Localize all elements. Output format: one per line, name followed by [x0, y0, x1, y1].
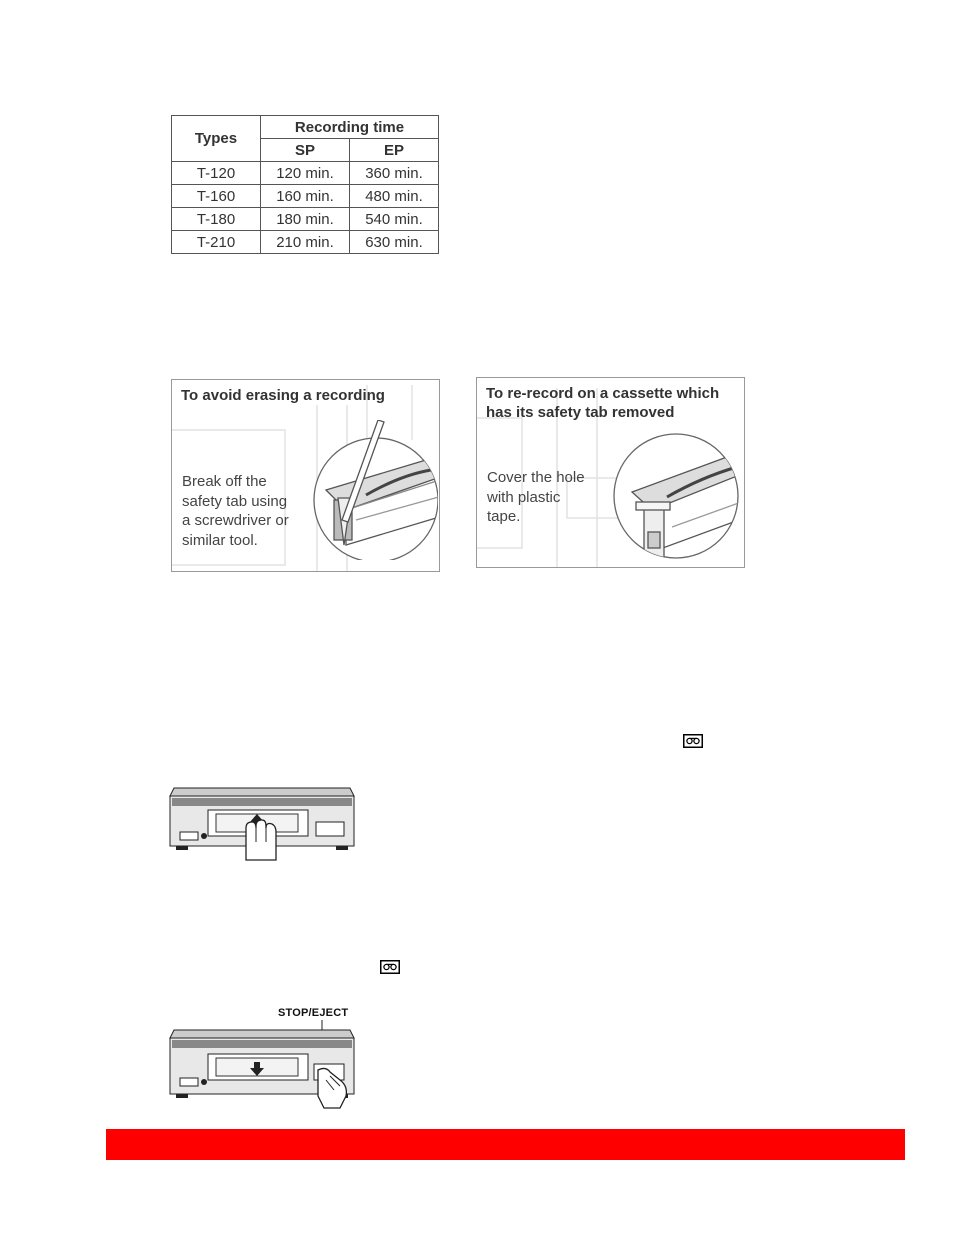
panel-title — [486, 384, 719, 422]
covered-hole-illustration — [612, 432, 740, 562]
vcr-eject-illustration — [168, 1020, 358, 1110]
cell-ep: 540 min. — [350, 208, 439, 231]
footer-color-bar — [106, 1129, 905, 1160]
title-line: To re-record on a cassette which — [486, 385, 720, 402]
cell-sp: 120 min. — [261, 162, 350, 185]
instruction-line: tape. — [487, 508, 521, 525]
cell-ep: 360 min. — [350, 162, 439, 185]
table-row — [172, 185, 439, 208]
re-record-panel — [476, 377, 745, 568]
panel-instructions — [182, 472, 289, 550]
instruction-line: with plastic — [487, 488, 561, 506]
cassette-icon — [380, 960, 400, 974]
header-types: Types — [172, 116, 261, 162]
recording-time-table — [171, 115, 439, 254]
instruction-line: a screwdriver or — [182, 512, 289, 529]
cell-type: T-210 — [172, 231, 261, 254]
table-row — [172, 231, 439, 254]
header-recording-time: Recording time — [261, 116, 439, 139]
cell-type: T-120 — [172, 162, 261, 185]
panel-instructions — [487, 468, 585, 527]
instruction-line: Break off the — [182, 473, 267, 490]
cell-type: T-180 — [172, 208, 261, 231]
instruction-line: similar tool. — [182, 531, 258, 549]
vcr-insert-illustration — [168, 778, 358, 862]
title-line: has its safety tab removed — [486, 404, 675, 421]
avoid-erasing-panel — [171, 379, 440, 572]
screwdriver-tab-illustration — [306, 420, 438, 560]
stop-eject-label: STOP/EJECT — [278, 1007, 349, 1019]
table-row — [172, 162, 439, 185]
instruction-line: Cover the hole — [487, 469, 585, 486]
cell-type: T-160 — [172, 185, 261, 208]
header-sp: SP — [261, 139, 350, 162]
instruction-line: safety tab using — [182, 492, 288, 510]
cell-ep: 480 min. — [350, 185, 439, 208]
cell-sp: 210 min. — [261, 231, 350, 254]
cell-ep: 630 min. — [350, 231, 439, 254]
cassette-icon — [683, 734, 703, 748]
cell-sp: 160 min. — [261, 185, 350, 208]
table-row — [172, 208, 439, 231]
header-ep: EP — [350, 139, 439, 162]
panel-title: To avoid erasing a recording — [181, 387, 385, 404]
cell-sp: 180 min. — [261, 208, 350, 231]
